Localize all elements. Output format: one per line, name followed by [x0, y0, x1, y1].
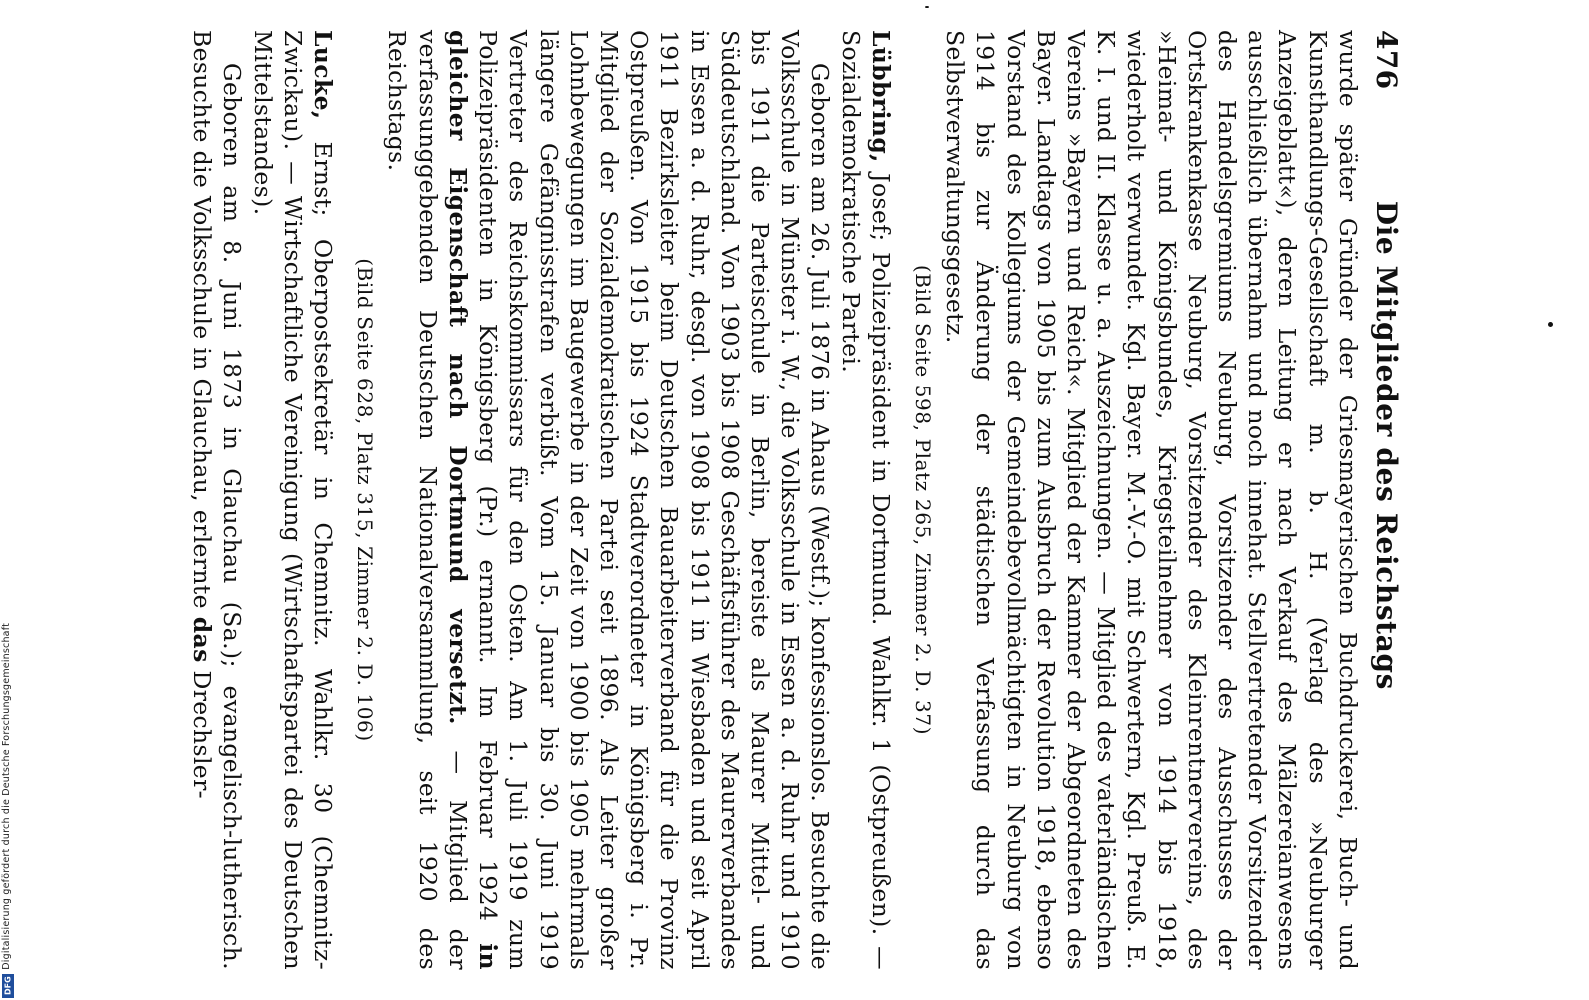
member-summary: Josef; Polizeipräsident in Dortmund. Wahlkr. 1 (Ostpreußen). — Sozialdemokratische Partei.: [836, 30, 895, 970]
member-name: Lübbring,: [866, 30, 895, 163]
document-page: [187, 30, 1401, 970]
biography-text-bold: in gleicher Eigenschaft nach Dortmund versetzt.: [443, 30, 503, 970]
dfg-logo: [2, 974, 14, 998]
biography-text: — Mitglied der verfassunggebenden Deutschen Nationalversammlung, seit 1920 des Reichstags.: [383, 30, 472, 970]
member-photo-caption: (Bild Seite 628, Platz 315, Zimmer 2. D. 106): [353, 258, 378, 742]
member-biography: [187, 30, 247, 970]
entry-heading: [247, 30, 338, 970]
digitization-note: Digitalisierung gefördert durch die Deutsche Forschungsgemeinschaft: [1, 623, 12, 970]
member-biography: [382, 30, 835, 970]
entry-lucke: [187, 30, 338, 970]
entry-luebbring: [350, 30, 896, 970]
dfg-logo-text: DFG: [3, 976, 13, 996]
continuation-caption: (Bild Seite 598, Platz 265, Zimmer 2. D. 37): [910, 264, 935, 736]
biography-text: Geboren am 8. Juni 1873 in Glauchau (Sa.); evangelisch-lutherisch. Besuchte die Volksschule in Glauchau, erlernte: [188, 30, 247, 970]
member-summary: Ernst; Oberpostsekretär in Chemnitz. Wahlkr. 30 (Chemnitz-Zwickau). — Wirtschaftliche Vereinigung (Wirtschaftspartei des Deutschen Mittelstandes).: [248, 30, 338, 970]
biography-text-bold: das: [188, 616, 217, 663]
running-title: Die Mitglieder des Reichstags: [1369, 200, 1403, 690]
page-header: [1371, 30, 1401, 970]
page-number: 476: [1369, 30, 1403, 90]
biography-text: Drechsler-: [188, 662, 217, 799]
member-name: Lucke,: [309, 30, 338, 120]
biography-text: Geboren am 26. Juli 1876 in Ahaus (Westf.); konfessionslos. Besuchte die Volksschule in Münster i. W., die Volksschule in Essen a. d. Ruhr und 1910 bis 1911 die Parteischule in Berlin, bereiste als Maurer Mittel- und Süddeutschland. Von 1903 bis 1908 Geschäftsführer des Maurerverbandes in Essen a. d. Ruhr, desgl. von 1908 bis 1911 in Wiesbaden und seit April 1911 Bezirksleiter beim Deutschen Bauarbeiterverband für die Provinz Ostpreußen. Von 1915 bis 1924 Stadtverordneter in Königsberg i. Pr. Mitglied der Sozialdemokratischen Partei seit 1896. Als Leiter großer Lohnbewegungen im Baugewerbe in der Zeit von 1900 bis 1905 mehrmals längere Gefängnisstrafen verbüßt. Vom 15. Januar bis 30. Juni 1919 Vertreter des Reichskommissars für den Osten. Am 1. Juli 1919 zum Polizeipräsidenten in Königsberg (Pr.) ernannt. Im Februar 1924: [474, 30, 835, 970]
scan-speck: [1548, 322, 1553, 327]
entry-heading: [835, 30, 895, 970]
continuation-paragraph: wurde später Gründer der Griesmayerischen Buchdruckerei, Buch- und Kunsthandlungs-Gesellschaft m. b. H. (Verlag des »Neuburger Anzeigeblatt«), deren Leitung er nach Verkauf des Mälzereianwesens ausschließlich übernahm und noch innehat. Stellvertretender Vorsitzender des Handelsgremiums Neuburg, Vorsitzender des Ausschusses der Ortskrankenkasse Neuburg, Vorsitzender des Kleinrentnervereins, des »Heimat- und Königsbundes, Kriegsteilnehmer von 1914 bis 1918, wiederholt verwundet. Kgl. Bayer. M.-V.-O. mit Schwertern, Kgl. Preuß. E. K. I. und II. Klasse u. a. Auszeichnungen. — Mitglied des vaterländischen Vereins »Bayern und Reich«. Mitglied der Kammer der Abgeordneten des Bayer. Landtags von 1905 bis zum Ausbruch der Revolution 1918, ebenso Vorstand des Kollegiums der Gemeindebevollmächtigten in Neuburg von 1914 bis zur Änderung der städtischen Verfassung durch das Selbstverwaltungsgesetz.: [941, 30, 1362, 970]
scan-speck: [925, 6, 929, 8]
